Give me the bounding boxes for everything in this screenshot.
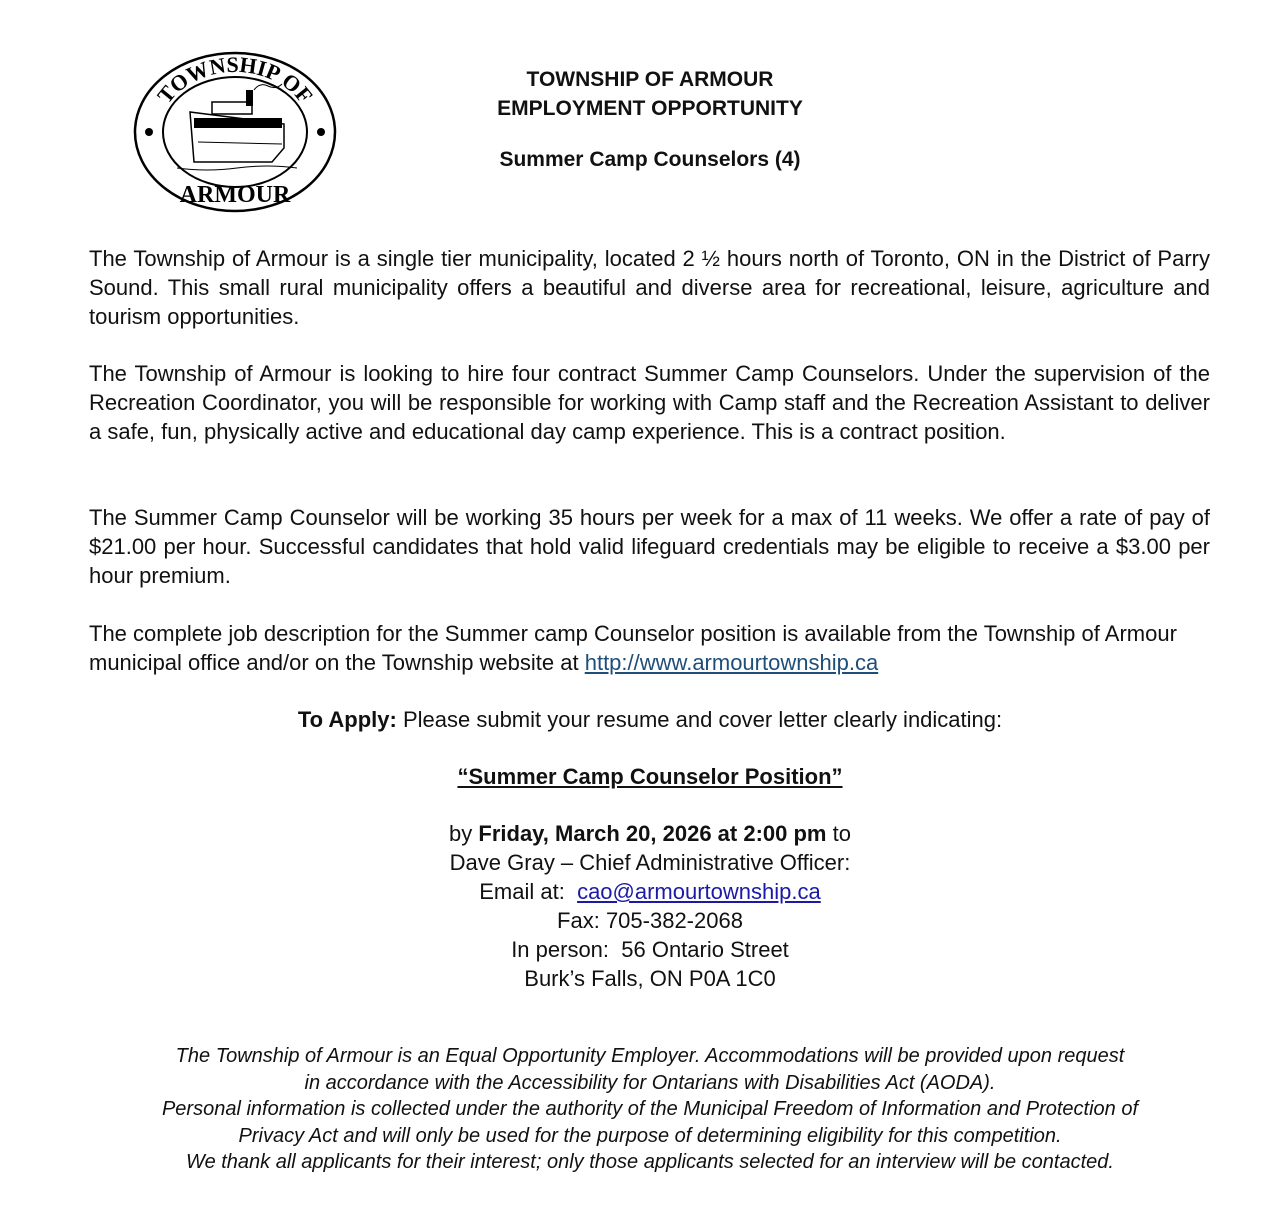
by-text: by <box>449 821 479 846</box>
description-paragraph <box>89 619 1210 677</box>
steamboat-icon <box>177 84 297 170</box>
to-text: to <box>826 821 851 846</box>
pay-paragraph: The Summer Camp Counselor will be working 35 hours per week for a max of 11 weeks. We offer a rate of pay of $21.00 per hour. Successful candidates that hold valid lifeguard credentials may be eligible to receive a $3.00 per hour premium. <box>89 505 1210 588</box>
description-text: The complete job description for the Summer camp Counselor position is available from the Township of Armour municipal office and/or on the Township website at <box>89 621 1177 675</box>
footer-line-4: Privacy Act and will only be used for the purpose of determining eligibility for this competition. <box>238 1125 1062 1147</box>
footer-line-1: The Township of Armour is an Equal Opportunity Employer. Accommodations will be provided upon request <box>175 1045 1125 1067</box>
deadline: Friday, March 20, 2026 at 2:00 pm <box>478 821 827 846</box>
svg-text:ARMOUR: ARMOUR <box>179 182 291 208</box>
footer-line-2: in accordance with the Accessibility for Ontarians with Disabilities Act (AODA). <box>304 1072 996 1094</box>
svg-text:TOWNSHIP OF: TOWNSHIP OF <box>152 51 318 108</box>
doc-title: EMPLOYMENT OPPORTUNITY <box>497 97 803 120</box>
email-link[interactable]: cao@armourtownship.ca <box>577 879 821 904</box>
apply-label: To Apply: <box>297 707 397 732</box>
role-paragraph: The Township of Armour is looking to hire four contract Summer Camp Counselors. Under the supervision of the Recreation Coordinator, you will be responsible for working with Camp staff and the Recreation Assistant to deliver a safe, fun, physically active and educational day camp experience. This is a contract position. <box>89 361 1210 444</box>
website-link[interactable]: http://www.armourtownship.ca <box>584 650 879 675</box>
deadline-line <box>0 819 1275 848</box>
city-line: Burk’s Falls, ON P0A 1C0 <box>524 966 776 991</box>
email-line <box>0 877 1275 906</box>
fax-line: Fax: 705-382-2068 <box>557 908 743 933</box>
contact-name: Dave Gray – Chief Administrative Officer: <box>449 850 851 875</box>
email-label: Email at: <box>479 879 578 904</box>
apply-text: Please submit your resume and cover letter clearly indicating: <box>396 707 1003 732</box>
apply-instructions <box>0 705 1275 734</box>
position-title: Summer Camp Counselors (4) <box>499 148 801 171</box>
application-subject: “Summer Camp Counselor Position” <box>457 764 843 789</box>
address-line: In person: 56 Ontario Street <box>511 937 789 962</box>
intro-paragraph: The Township of Armour is a single tier municipality, located 2 ½ hours north of Toronto, ON in the District of Parry Sound. This small rural municipality offers a beautiful and diverse area for recreational, leisure, agriculture and tourism opportunities. <box>89 246 1210 329</box>
township-logo <box>132 50 338 214</box>
org-title: TOWNSHIP OF ARMOUR <box>526 68 774 91</box>
footer-line-5: We thank all applicants for their interest; only those applicants selected for an interview will be contacted. <box>186 1151 1114 1173</box>
footer-line-3: Personal information is collected under the authority of the Municipal Freedom of Information and Protection of <box>161 1098 1139 1120</box>
